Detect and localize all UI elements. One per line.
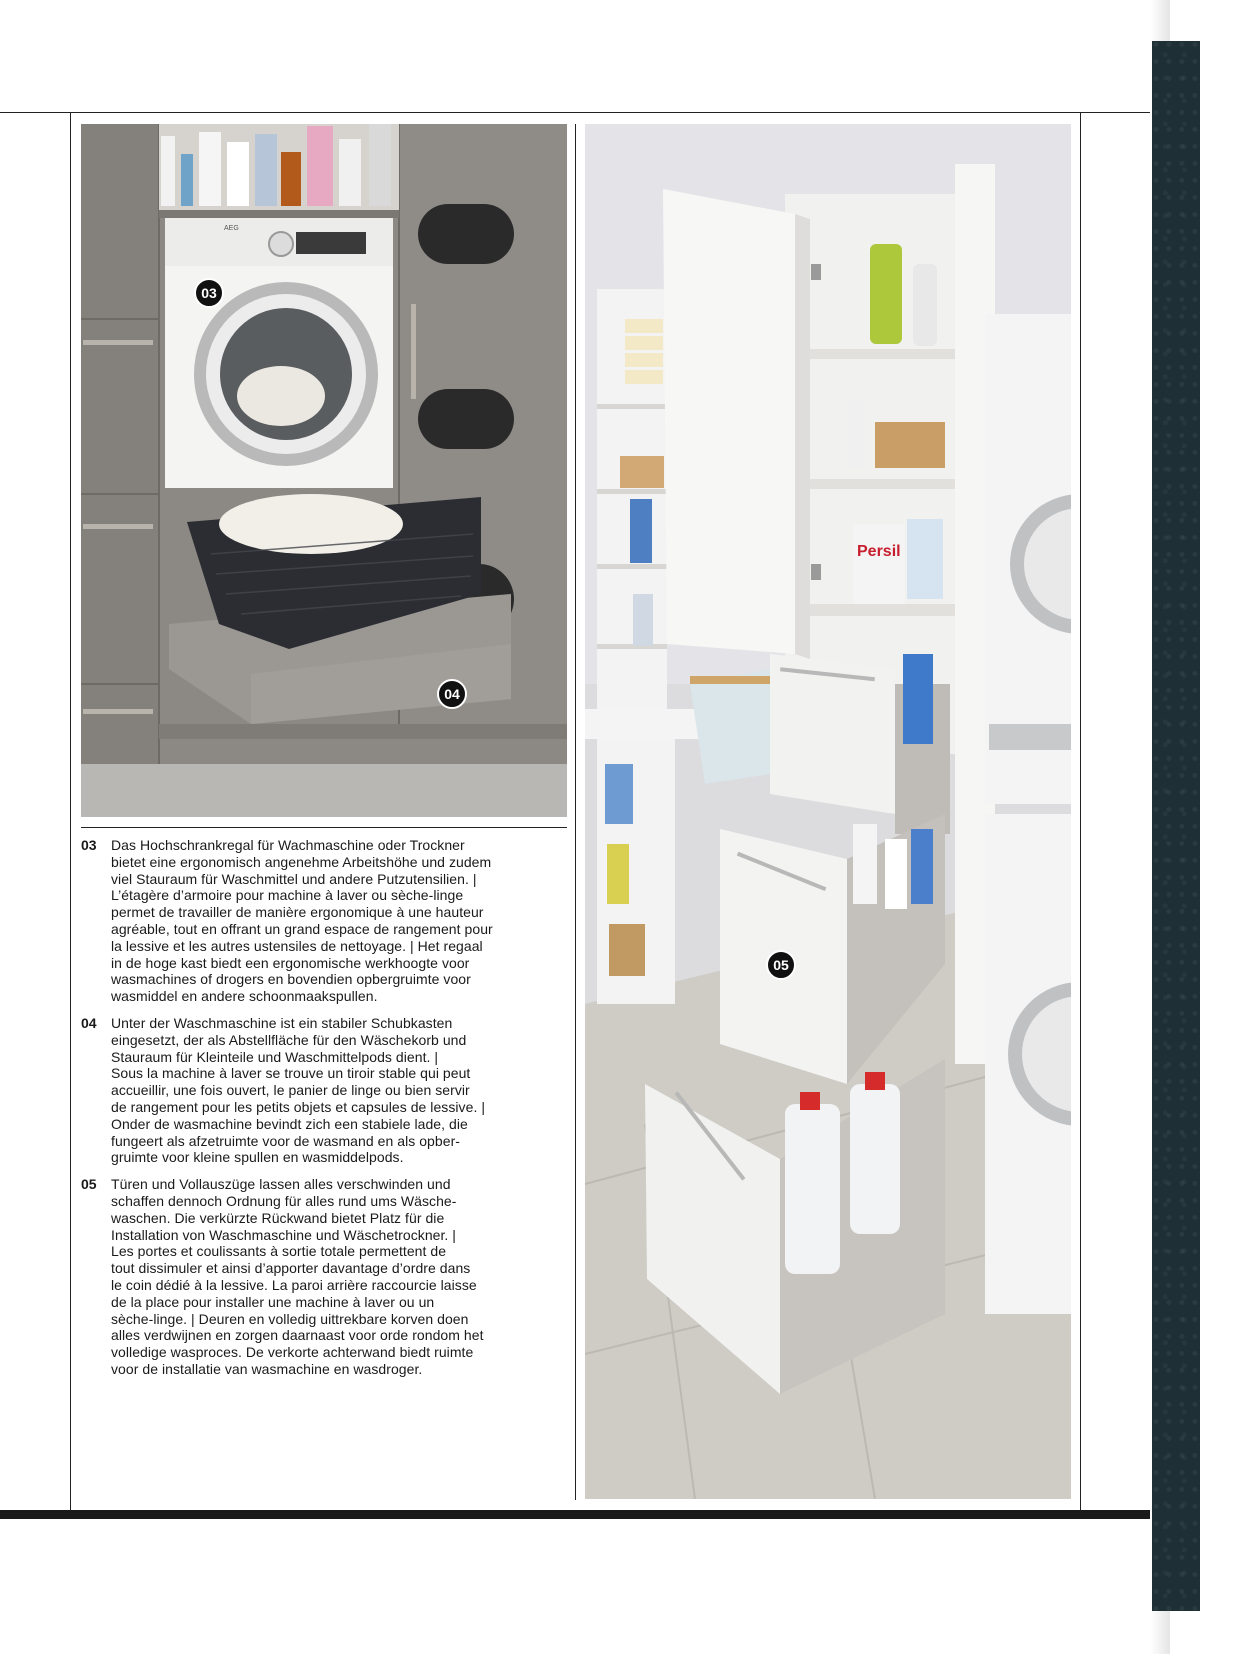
photo-tall-cabinet — [585, 124, 1071, 1499]
caption-number: 04 — [81, 1014, 97, 1031]
photo-washer-drawer — [81, 124, 567, 817]
caption-text: Das Hochschrankregal für Wachmaschine oder Trockner bietet eine ergonomisch angenehme Arbeitshöhe und zudem viel Stauraum für Waschmittel und andere Putzutensilien. | L’étagère d’armoire pour machine à laver ou sèche-linge permet de travailler de manière ergonomique à une hauteur agréable, tout en offrant un grand espace de rangement pour la lessive et les autres ustensiles de nettoyage. | Het regaal in de hoge kast biedt een ergonomische werkhoogte voor wasmachines of drogers en bovendien opbergruimte voor wasmiddel en andere schoonmaakspullen. — [111, 837, 493, 1005]
middle-column-line — [575, 124, 576, 1500]
caption-rule — [81, 827, 567, 828]
callout-marker-04: 04 — [437, 679, 467, 709]
callout-marker-05: 05 — [766, 950, 796, 980]
top-rule — [0, 112, 1150, 113]
bottom-rule — [0, 1510, 1150, 1519]
caption-list — [81, 837, 571, 1388]
caption-item-05 — [81, 1176, 571, 1378]
caption-text: Türen und Vollauszüge lassen alles verschwinden und schaffen dennoch Ordnung für alles rund ums Wäsche- waschen. Die verkürzte Rückwand bietet Platz für die Installation von Waschmaschine und Wäschetrockner. | Les portes et coulissants à sortie totale permettent de tout dissimuler et ainsi d’apporter davantage d’ordre dans le coin dédié à la lessive. La paroi arrière raccourcie laisse de la place pour installer une machine à laver ou un sèche-linge. | Deuren en volledig uittrekbare korven doen alles verdwijnen en zorgen daarnaast voor orde rondom het volledige wasproces. De verkorte achterwand biedt ruimte voor de installatie van wasmachine en wasdroger. — [111, 1176, 484, 1377]
left-column-line — [70, 112, 71, 1510]
caption-item-03 — [81, 837, 571, 1005]
detergent-brand-label: Persil — [857, 543, 901, 560]
caption-number: 05 — [81, 1176, 97, 1193]
caption-text: Unter der Waschmaschine ist ein stabiler Schubkasten eingesetzt, der als Abstellfläche für den Wäschekorb und Stauraum für Kleinteile und Waschmittelpods dient. | Sous la machine à laver se trouve un tiroir stable qui peut accueillir, une fois ouvert, le panier de linge ou bien servir de rangement pour les petits objets et capsules de lessive. | Onder de wasmachine bevindt zich een stabiele lade, die fungeert als afzetruimte voor de wasmand en als opber- gruimte voor kleine spullen en wasmiddelpods. — [111, 1014, 486, 1166]
caption-number: 03 — [81, 837, 97, 853]
washer-brand-label: AEG — [224, 225, 239, 232]
right-column-line — [1080, 112, 1081, 1510]
caption-item-04 — [81, 1015, 571, 1166]
side-panel — [1152, 41, 1200, 1611]
callout-marker-03: 03 — [194, 278, 224, 308]
